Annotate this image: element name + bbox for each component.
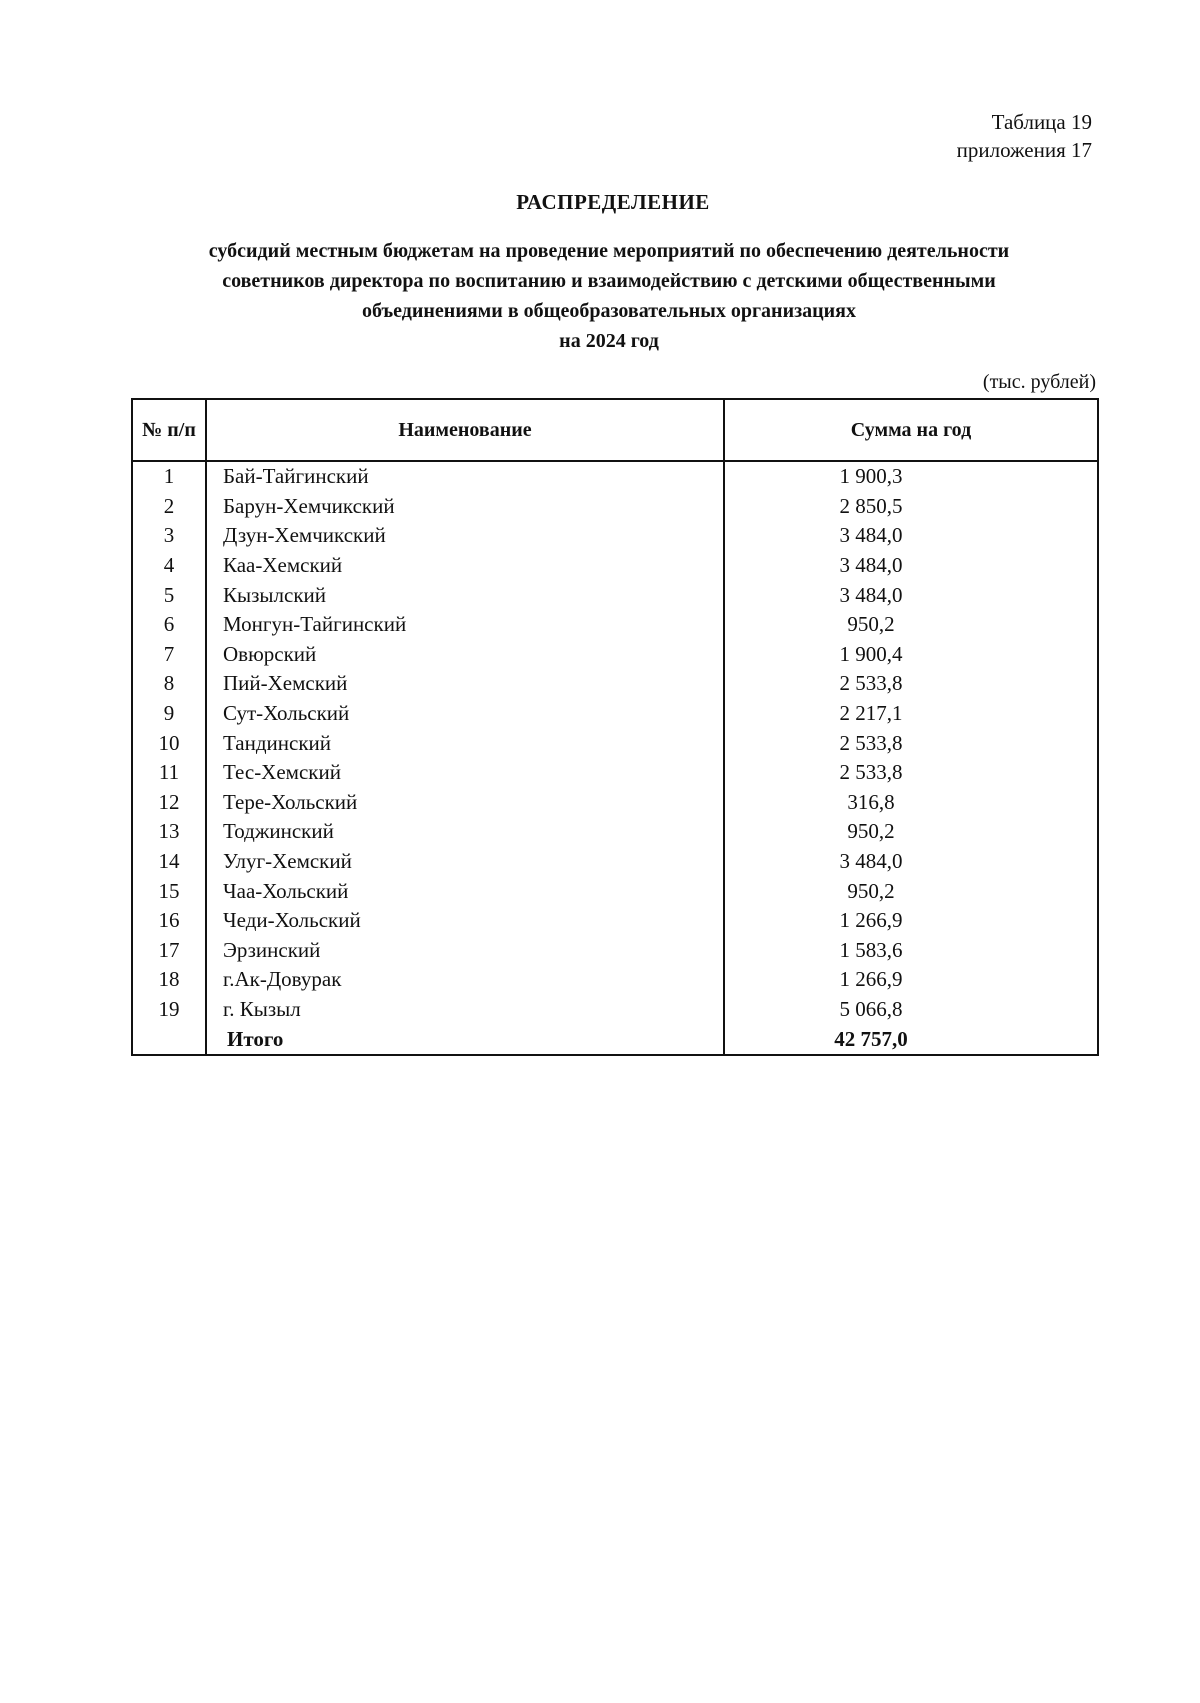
row-number: 9: [132, 699, 206, 729]
row-name: Монгун-Тайгинский: [206, 610, 724, 640]
table-row: [132, 640, 1098, 670]
row-name: Барун-Хемчикский: [206, 492, 724, 522]
table-number: Таблица 19: [991, 110, 1092, 134]
row-number: 2: [132, 492, 206, 522]
row-number: 4: [132, 551, 206, 581]
subtitle-line: субсидий местным бюджетам на проведение мероприятий по обеспечению деятельности: [208, 240, 1010, 262]
table-total-row: [132, 1024, 1098, 1055]
row-sum: 3 484,0: [724, 521, 1098, 551]
total-number-cell: [132, 1024, 206, 1055]
row-sum: 2 533,8: [724, 758, 1098, 788]
appendix-number: приложения 17: [956, 138, 1092, 162]
header-number: № п/п: [132, 399, 206, 461]
table-row: [132, 580, 1098, 610]
row-number: 14: [132, 847, 206, 877]
row-number: 10: [132, 728, 206, 758]
row-number: 7: [132, 640, 206, 670]
document-title: РАСПРЕДЕЛЕНИЕ: [516, 190, 710, 214]
row-name: г. Кызыл: [206, 995, 724, 1025]
row-sum: 1 900,3: [724, 461, 1098, 492]
table-row: [132, 965, 1098, 995]
table-row: [132, 876, 1098, 906]
table-row: [132, 492, 1098, 522]
table-row: [132, 521, 1098, 551]
table-row: [132, 906, 1098, 936]
row-sum: 2 533,8: [724, 728, 1098, 758]
row-number: 15: [132, 876, 206, 906]
row-number: 18: [132, 965, 206, 995]
row-sum: 950,2: [724, 876, 1098, 906]
table-reference: [957, 108, 1092, 164]
unit-label: (тыс. рублей): [982, 371, 1096, 393]
row-number: 11: [132, 758, 206, 788]
row-name: г.Ак-Довурак: [206, 965, 724, 995]
row-name: Эрзинский: [206, 936, 724, 966]
table-row: [132, 847, 1098, 877]
table-row: [132, 699, 1098, 729]
row-sum: 3 484,0: [724, 551, 1098, 581]
row-sum: 2 217,1: [724, 699, 1098, 729]
row-sum: 1 266,9: [724, 965, 1098, 995]
subtitle-line: объединениями в общеобразовательных организациях: [361, 300, 856, 322]
row-name: Тоджинский: [206, 817, 724, 847]
row-number: 17: [132, 936, 206, 966]
total-label: Итого: [206, 1024, 724, 1055]
document-subtitle: [130, 236, 1088, 356]
row-name: Овюрский: [206, 640, 724, 670]
table-row: [132, 669, 1098, 699]
row-sum: 2 850,5: [724, 492, 1098, 522]
row-name: Тере-Хольский: [206, 788, 724, 818]
row-sum: 1 900,4: [724, 640, 1098, 670]
row-number: 19: [132, 995, 206, 1025]
row-number: 5: [132, 580, 206, 610]
table-row: [132, 728, 1098, 758]
subtitle-line: советников директора по воспитанию и взаимодействию с детскими общественными: [222, 270, 996, 292]
table-row: [132, 758, 1098, 788]
row-name: Кызылский: [206, 580, 724, 610]
row-sum: 3 484,0: [724, 580, 1098, 610]
row-sum: 1 583,6: [724, 936, 1098, 966]
distribution-table: [131, 398, 1099, 1056]
row-name: Чеди-Хольский: [206, 906, 724, 936]
row-sum: 5 066,8: [724, 995, 1098, 1025]
row-name: Улуг-Хемский: [206, 847, 724, 877]
row-name: Пий-Хемский: [206, 669, 724, 699]
row-sum: 1 266,9: [724, 906, 1098, 936]
row-name: Сут-Хольский: [206, 699, 724, 729]
row-number: 12: [132, 788, 206, 818]
row-name: Тандинский: [206, 728, 724, 758]
row-sum: 950,2: [724, 610, 1098, 640]
row-sum: 3 484,0: [724, 847, 1098, 877]
row-number: 3: [132, 521, 206, 551]
row-number: 8: [132, 669, 206, 699]
header-sum: Сумма на год: [724, 399, 1098, 461]
row-name: Тес-Хемский: [206, 758, 724, 788]
row-number: 6: [132, 610, 206, 640]
row-sum: 950,2: [724, 817, 1098, 847]
table-row: [132, 817, 1098, 847]
table-row: [132, 936, 1098, 966]
row-number: 1: [132, 461, 206, 492]
row-number: 13: [132, 817, 206, 847]
row-sum: 2 533,8: [724, 669, 1098, 699]
row-number: 16: [132, 906, 206, 936]
table-row: [132, 788, 1098, 818]
total-sum: 42 757,0: [724, 1024, 1098, 1055]
row-name: Дзун-Хемчикский: [206, 521, 724, 551]
row-name: Бай-Тайгинский: [206, 461, 724, 492]
row-name: Каа-Хемский: [206, 551, 724, 581]
header-name: Наименование: [206, 399, 724, 461]
table-row: [132, 461, 1098, 492]
table-row: [132, 551, 1098, 581]
table-header-row: [132, 399, 1098, 461]
subtitle-year: на 2024 год: [559, 330, 659, 352]
table-row: [132, 995, 1098, 1025]
row-sum: 316,8: [724, 788, 1098, 818]
table-row: [132, 610, 1098, 640]
row-name: Чаа-Хольский: [206, 876, 724, 906]
